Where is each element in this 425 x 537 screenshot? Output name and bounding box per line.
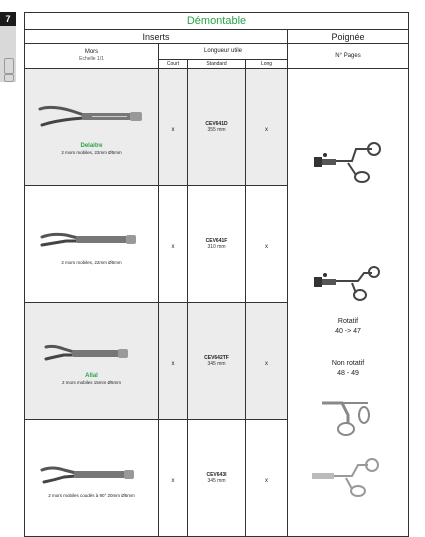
court-mark: x <box>171 478 175 484</box>
chapter-tab <box>0 12 16 82</box>
ref-code: CEV641F <box>205 238 228 244</box>
insert-desc: 2 mors mobiles 15mm Ø5mm <box>61 380 121 385</box>
ref-length: 345 mm <box>207 361 226 367</box>
insert-desc: 2 mors mobiles coudés à 90° 20mm Ø5mm <box>48 493 135 498</box>
table-title: Démontable <box>25 13 409 30</box>
insert-cell <box>25 69 159 186</box>
mors-label: Mors <box>84 49 99 55</box>
court-mark: x <box>171 244 175 250</box>
pages-header: N° Pages <box>288 44 409 69</box>
forceps-insert-image <box>32 223 152 259</box>
long-mark: x <box>265 478 268 484</box>
handles-cell <box>288 69 409 537</box>
rotating-handle-image-2 <box>312 263 384 303</box>
rotatif-label: Rotatif <box>337 318 359 325</box>
ref-length: 310 mm <box>207 244 226 250</box>
ref-code: CEV643I <box>206 472 227 478</box>
long-mark: x <box>265 127 268 133</box>
insert-cell <box>25 186 159 303</box>
ref-length: 345 mm <box>207 478 226 484</box>
chapter-number: 7 <box>0 12 16 26</box>
non-rotating-handle-image-2 <box>310 455 382 499</box>
tab-marker-icon <box>4 58 14 74</box>
rotatif-pages: 40 -> 47 <box>335 328 361 335</box>
col-court: Court <box>159 60 188 69</box>
court-mark: x <box>171 127 175 133</box>
insert-cell <box>25 420 159 537</box>
forceps-insert-image <box>32 99 152 141</box>
poignee-header: Poignée <box>288 30 409 44</box>
forceps-insert-image <box>32 337 152 371</box>
ref-code: CEV641D <box>205 121 228 127</box>
insert-desc: 2 mors mobiles, 22mm Ø5mm <box>61 150 122 155</box>
forceps-insert-image <box>32 458 152 492</box>
non-rotatif-pages: 48 - 49 <box>337 370 359 377</box>
mors-header <box>25 44 159 69</box>
long-mark: x <box>265 361 268 367</box>
insert-name: Allal <box>85 373 98 379</box>
col-standard: Standard <box>188 60 246 69</box>
court-mark: x <box>171 361 175 367</box>
echelle-label: Echelle 1/1 <box>79 56 104 62</box>
catalog-table <box>24 12 409 537</box>
tab-marker-icon-small <box>4 74 14 82</box>
insert-cell <box>25 303 159 420</box>
insert-name: Delaitre <box>80 143 103 149</box>
table-row <box>25 69 409 186</box>
insert-desc: 2 mors mobiles, 22mm Ø5mm <box>61 260 122 265</box>
longueur-header: Longueur utile <box>159 44 288 60</box>
non-rotating-handle-image <box>318 395 378 439</box>
ref-length: 355 mm <box>207 127 226 133</box>
non-rotatif-label: Non rotatif <box>331 360 365 367</box>
col-long: Long <box>246 60 288 69</box>
rotating-handle-image <box>312 139 384 185</box>
inserts-header: Inserts <box>25 30 288 44</box>
long-mark: x <box>265 244 268 250</box>
ref-code: CEV642TF <box>204 355 229 361</box>
